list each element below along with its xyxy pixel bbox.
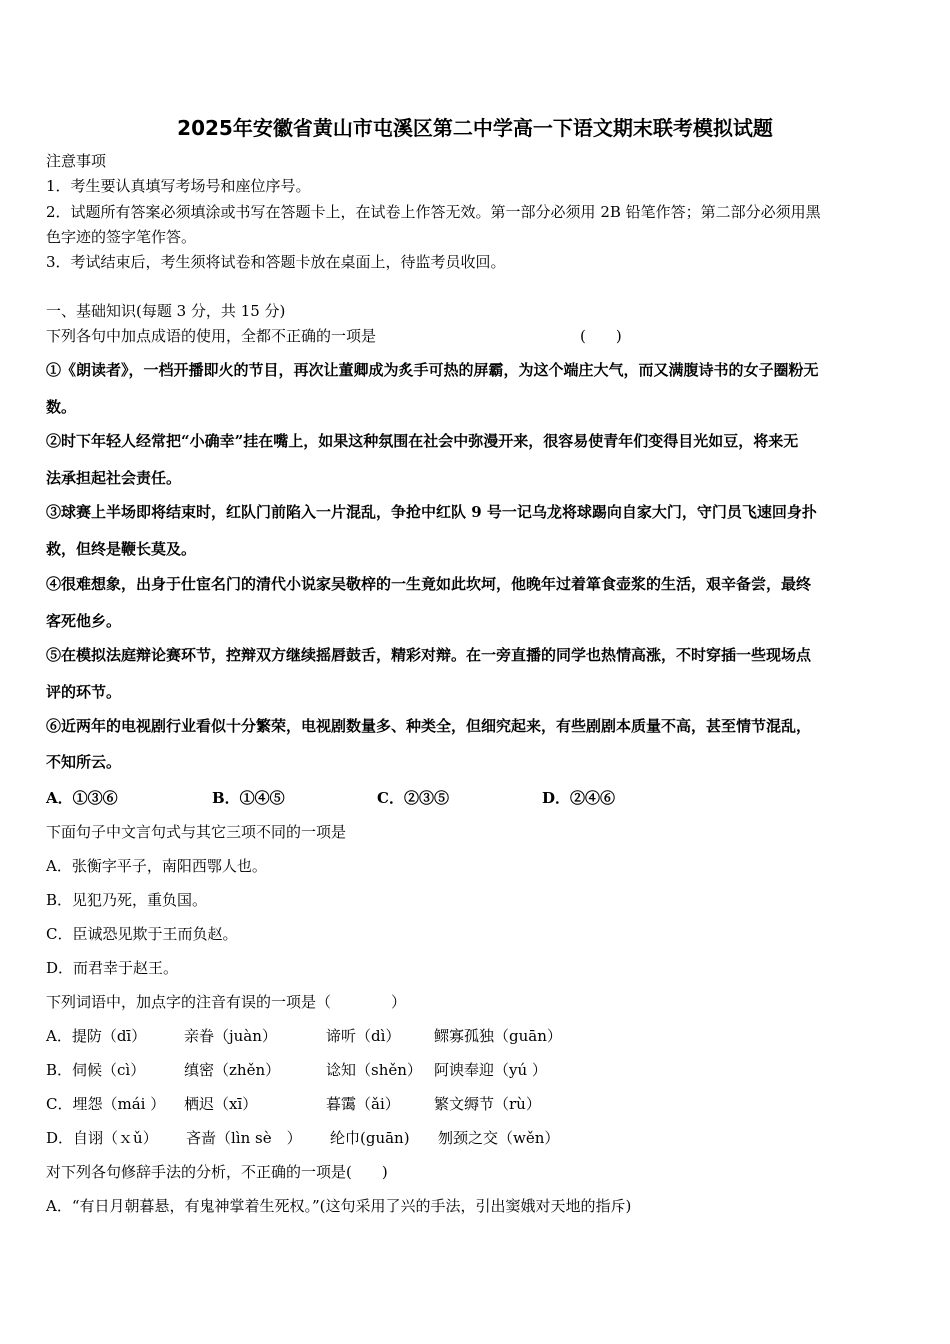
option-c: C．埋怨（mái ） [46,1095,166,1113]
option-b: B．见犯乃死，重负国。 [46,891,208,909]
notice-item: 3．考试结束后，考生须将试卷和答题卡放在桌面上，待监考员收回。 [46,253,506,271]
option-b: B．伺候（cì） [46,1061,146,1079]
option-word: 谂知（shěn） [326,1061,422,1079]
question-line: 客死他乡。 [46,612,122,630]
option-word: 暮霭（ǎi） [326,1095,400,1113]
notice-heading: 注意事项 [46,152,107,170]
exam-title: 2025年安徽省黄山市屯溪区第二中学高一下语文期末联考模拟试题 [177,116,773,140]
option-word: 刎颈之交（wěn） [438,1129,560,1147]
question-line: 不知所云。 [46,753,122,771]
question-stem: 下面句子中文言句式与其它三项不同的一项是 [46,823,347,841]
notice-item: 1．考生要认真填写考场号和座位序号。 [46,177,311,195]
section-heading: 一、基础知识(每题 3 分，共 15 分) [46,302,286,320]
option-word: 谛听（dì） [326,1027,401,1045]
question-line: 救，但终是鞭长莫及。 [46,540,197,558]
option-word: 缜密（zhěn） [184,1061,281,1079]
option-word: 亲眷（juàn） [184,1027,277,1045]
question-line: ⑥近两年的电视剧行业看似十分繁荣，电视剧数量多、种类全，但细究起来，有些剧剧本质量不高，甚至情节混乱， [46,717,812,735]
question-line: ③球赛上半场即将结束时，红队门前陷入一片混乱，争抢中红队 9 号一记乌龙将球踢向自家大门，守门员飞速回身扑 [46,503,817,521]
option-a: A．①③⑥ [46,789,118,807]
answer-bracket: ( ) [580,327,622,345]
option-word: 鳏寡孤独（guān） [434,1027,562,1045]
notice-item: 2．试题所有答案必须填涂或书写在答题卡上，在试卷上作答无效。第一部分必须用 2B 铅笔作答；第二部分必须用黑 [46,203,821,221]
option-c: C．②③⑤ [377,789,449,807]
question-stem: 对下列各句修辞手法的分析，不正确的一项是( ) [46,1163,388,1181]
option-b: B．①④⑤ [212,789,285,807]
option-word: 吝啬（lìn sè ） [186,1129,302,1147]
question-line: ⑤在模拟法庭辩论赛环节，控辩双方继续摇唇鼓舌，精彩对辩。在一旁直播的同学也热情高涨，不时穿插一些现场点 [46,646,812,664]
question-line: 评的环节。 [46,683,122,701]
option-a: A．“有日月朝暮悬，有鬼神掌着生死权。”(这句采用了兴的手法，引出窦娥对天地的指斥) [46,1197,632,1215]
option-d: D．自诩（ｘǔ） [46,1129,158,1147]
question-stem: 下列各句中加点成语的使用，全都不正确的一项是 [46,327,377,345]
question-line: ④很难想象，出身于仕宦名门的清代小说家吴敬梓的一生竟如此坎坷，他晚年过着箪食壶浆的生活，艰辛备尝，最终 [46,575,812,593]
option-word: 栖迟（xī） [184,1095,258,1113]
option-word: 纶巾(guān) [330,1129,410,1147]
option-word: 阿谀奉迎（yú ） [434,1061,547,1079]
question-stem: 下列词语中，加点字的注音有误的一项是（ ） [46,993,407,1011]
question-line: ②时下年轻人经常把“小确幸”挂在嘴上，如果这种氛围在社会中弥漫开来，很容易使青年们变得目光如豆，将来无 [46,432,799,450]
question-line: 数。 [46,398,77,416]
option-c: C．臣诚恐见欺于王而负赵。 [46,925,238,943]
option-word: 繁文缛节（rù） [434,1095,541,1113]
question-line: ①《朗读者》，一档开播即火的节目，再次让董卿成为炙手可热的屏霸，为这个端庄大气，而又满腹诗书的女子圈粉无 [46,361,819,379]
option-d: D．②④⑥ [542,789,616,807]
option-d: D．而君幸于赵王。 [46,959,179,977]
question-line: 法承担起社会责任。 [46,469,182,487]
option-a: A．张衡字平子，南阳西鄂人也。 [46,857,267,875]
option-a: A．提防（dī） [46,1027,147,1045]
notice-item: 色字迹的签字笔作答。 [46,228,197,246]
